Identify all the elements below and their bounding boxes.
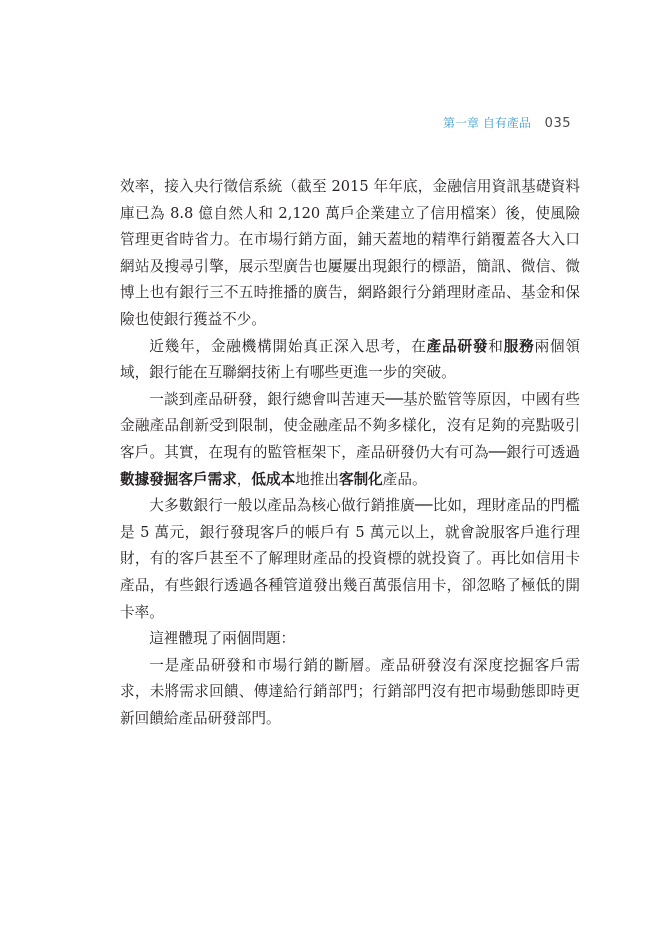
emphasis-text: 產品研發 xyxy=(426,337,489,355)
emphasis-text: 客制化 xyxy=(338,470,383,488)
paragraph-text: 近幾年，金融機構開始真正深入思考，在 xyxy=(149,337,427,355)
paragraph-text: 產品。 xyxy=(382,470,427,488)
running-header xyxy=(443,116,571,131)
paragraph-text: 這裡體現了兩個問題： xyxy=(149,630,296,648)
section-label: 自有產品 xyxy=(482,116,531,130)
body-text xyxy=(120,174,580,732)
paragraph-text: ， xyxy=(236,470,252,488)
paragraph xyxy=(120,174,580,334)
paragraph xyxy=(120,334,580,387)
emphasis-text: 低成本 xyxy=(251,470,296,488)
paragraph xyxy=(120,493,580,626)
paragraph xyxy=(120,653,580,733)
paragraph xyxy=(120,387,580,493)
paragraph-text: 地推出 xyxy=(295,470,339,488)
emphasis-text: 數據發掘客戶需求 xyxy=(120,470,237,488)
paragraph xyxy=(120,626,580,653)
paragraph-text: 一談到產品研發，銀行總會叫苦連天──基於監管等原因，中國有些金融產品創新受到限制，使金融產品不夠多樣化，沒有足夠的亮點吸引客戶。其實，在現有的監管框架下，產品研發仍大有可為──銀行可透過 xyxy=(120,390,580,461)
page-number: 035 xyxy=(544,116,571,131)
paragraph-text: 和 xyxy=(488,337,504,355)
paragraph-text: 效率，接入央行徵信系統（截至 2015 年年底，金融信用資訊基礎資料庫已為 8.8 億自然人和 2,120 萬戶企業建立了信用檔案）後，使風險管理更省時省力。在市場行銷方面，鋪天蓋地的精準行銷覆蓋各大入口網站及搜尋引擎，展示型廣告也屢屢出現銀行的標語，簡訊、微信、微博上也有銀行三不五時推播的廣告，網路銀行分銷理財產品、基金和保險也使銀行獲益不少。 xyxy=(120,178,580,328)
paragraph-text: 兩個領域，銀行能在互聯網技術上有哪些更進一步的突破。 xyxy=(120,337,580,382)
emphasis-text: 服務 xyxy=(503,337,535,355)
paragraph-text: 大多數銀行一般以產品為核心做行銷推廣──比如，理財產品的門檻是 5 萬元，銀行發現客戶的帳戶有 5 萬元以上，就會說服客戶進行理財，有的客戶甚至不了解理財產品的投資標的就投資了。再比如信用卡產品，有些銀行透過各種管道發出幾百萬張信用卡，卻忽略了極低的開卡率。 xyxy=(120,497,580,621)
chapter-label: 第一章 xyxy=(442,116,479,130)
paragraph-text: 一是產品研發和市場行銷的斷層。產品研發沒有深度挖掘客戶需求，未將需求回饋、傳達給行銷部門；行銷部門沒有把市場動態即時更新回饋給產品研發部門。 xyxy=(120,656,580,727)
